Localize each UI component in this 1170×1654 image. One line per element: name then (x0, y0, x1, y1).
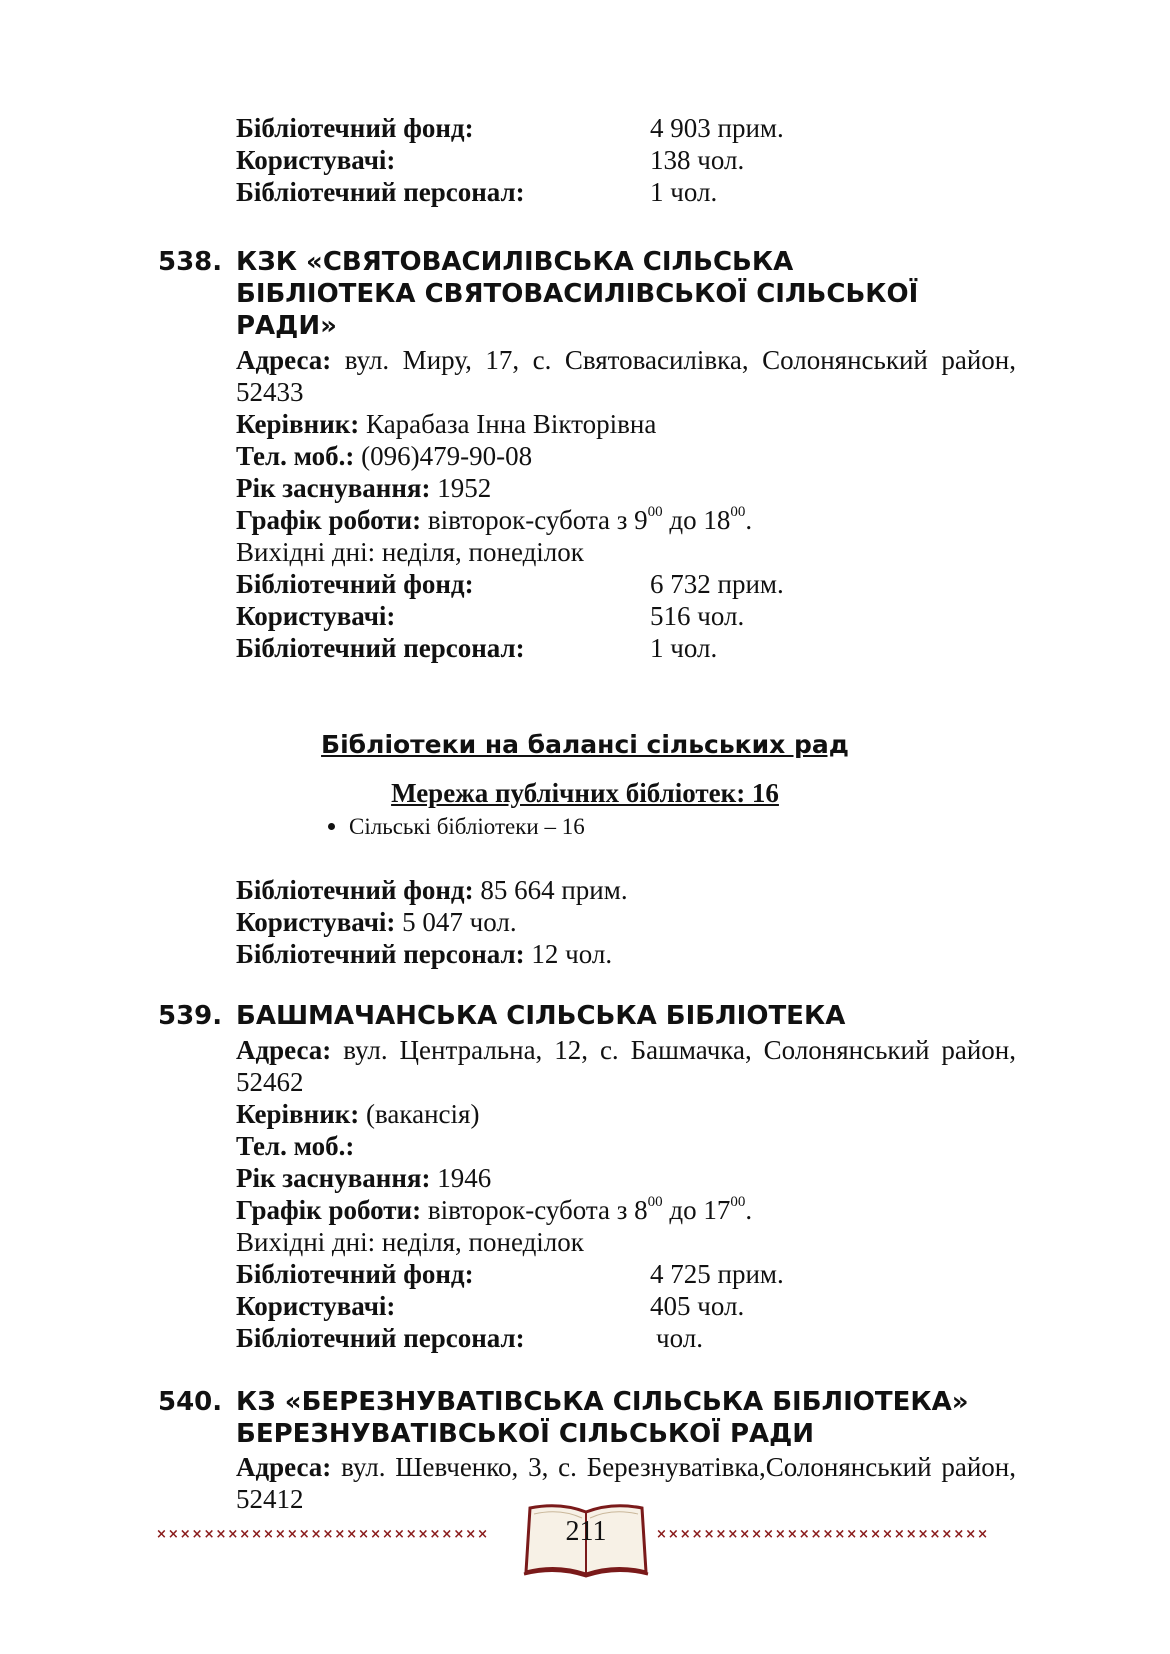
entry-title (236, 1000, 1016, 1032)
entry-number: 539. (158, 1001, 223, 1031)
footer-ornament-right: ×××××××××××××××××××××××××××× (656, 1527, 989, 1541)
phone-label: Тел. моб.: (236, 1131, 355, 1161)
founded-value: 1952 (430, 473, 492, 503)
stat-value: 85 664 прим. (473, 875, 628, 905)
stat-row (236, 600, 1016, 632)
bullet-icon (328, 823, 335, 830)
schedule-label: Графік роботи: (236, 505, 422, 535)
schedule-text: до 17 (662, 1195, 731, 1225)
stat-label: Бібліотечний фонд: (236, 569, 474, 599)
stat-label: Користувачі: (236, 1291, 396, 1321)
schedule-text: до 18 (662, 505, 731, 535)
address-value: вул. Центральна, 12, с. Башмачка, Солонянський район, 52462 (236, 1035, 1016, 1097)
network-title: Мережа публічних бібліотек: 16 (391, 778, 779, 808)
stat-value: 1 чол. (650, 633, 718, 663)
section-summary (236, 874, 1016, 970)
schedule-line (236, 504, 1016, 536)
schedule-text: вівторок-субота з 9 (421, 505, 648, 535)
phone-label: Тел. моб.: (236, 441, 355, 471)
phone-line (236, 440, 1016, 472)
schedule-minutes: 00 (647, 504, 663, 520)
entry-title-line: БІБЛІОТЕКА СВЯТОВАСИЛІВСЬКОЇ СІЛЬСЬКОЇ (236, 279, 919, 309)
stat-label: Бібліотечний персонал: (236, 1323, 525, 1353)
schedule-minutes: 00 (730, 504, 746, 520)
entry-title-line: КЗ «БЕРЕЗНУВАТІВСЬКА СІЛЬСЬКА БІБЛІОТЕКА» (236, 1387, 969, 1417)
entry-number: 538. (158, 247, 223, 277)
schedule-minutes: 00 (730, 1194, 746, 1210)
entry-number: 540. (158, 1387, 223, 1417)
address-line (236, 344, 1016, 408)
address-value: вул. Шевченко, 3, с. Березнуватівка,Солонянський район, 52412 (236, 1452, 1016, 1514)
summary-users-line (236, 906, 1016, 938)
section-title: Бібліотеки на балансі сільських рад (321, 730, 849, 759)
schedule-line (236, 1194, 1016, 1226)
founded-label: Рік заснування: (236, 1163, 431, 1193)
network-bullet-item (328, 812, 585, 842)
page-number: 211 (565, 1516, 607, 1547)
founded-value: 1946 (430, 1163, 492, 1193)
stat-value: 405 чол. (650, 1291, 745, 1321)
stat-value: 138 чол. (650, 145, 745, 175)
stat-label: Бібліотечний персонал: (236, 177, 525, 207)
stat-row (236, 568, 1016, 600)
stat-label: Користувачі: (236, 907, 396, 937)
previous-entry-stats (236, 112, 1016, 208)
schedule-minutes: 00 (647, 1194, 663, 1210)
summary-fund-line (236, 874, 1016, 906)
stat-row (236, 144, 1016, 176)
phone-value: (096)479-90-08 (354, 441, 533, 471)
founded-line (236, 1162, 1016, 1194)
stat-label: Бібліотечний фонд: (236, 113, 474, 143)
entry-title (236, 1386, 1016, 1450)
footer-ornament-left: ×××××××××××××××××××××××××××× (156, 1527, 489, 1541)
head-value: Карабаза Інна Вікторівна (359, 409, 657, 439)
entry-title-line: РАДИ» (236, 311, 337, 341)
address-label: Адреса: (236, 345, 332, 375)
entry-title-line: БАШМАЧАНСЬКА СІЛЬСЬКА БІБЛІОТЕКА (236, 1001, 846, 1031)
days-off-line: Вихідні дні: неділя, понеділок (236, 1227, 584, 1257)
head-label: Керівник: (236, 409, 360, 439)
days-off-line: Вихідні дні: неділя, понеділок (236, 537, 584, 567)
stat-value: 4 903 прим. (650, 113, 784, 143)
stat-row (236, 1322, 1016, 1354)
entry-539-details (236, 1034, 1016, 1354)
head-line (236, 408, 1016, 440)
head-label: Керівник: (236, 1099, 360, 1129)
schedule-text: вівторок-субота з 8 (421, 1195, 648, 1225)
founded-label: Рік заснування: (236, 473, 431, 503)
stat-row (236, 632, 1016, 664)
stat-value: 6 732 прим. (650, 569, 784, 599)
stat-row (236, 176, 1016, 208)
stat-label: Користувачі: (236, 145, 396, 175)
stat-value: 516 чол. (650, 601, 745, 631)
summary-staff-line (236, 938, 1016, 970)
address-label: Адреса: (236, 1452, 332, 1482)
head-line (236, 1098, 1016, 1130)
stat-row (236, 1290, 1016, 1322)
stat-value: 1 чол. (650, 177, 718, 207)
stat-row (236, 112, 1016, 144)
address-value: вул. Миру, 17, с. Святовасилівка, Солонянський район, 52433 (236, 345, 1016, 407)
schedule-text: . (745, 1195, 753, 1225)
stat-value: 5 047 чол. (395, 907, 517, 937)
head-value: (вакансія) (359, 1099, 480, 1129)
stat-label: Бібліотечний фонд: (236, 875, 474, 905)
stat-value: 12 чол. (524, 939, 613, 969)
founded-line (236, 472, 1016, 504)
stat-label: Бібліотечний персонал: (236, 939, 525, 969)
entry-title-line: БЕРЕЗНУВАТІВСЬКОЇ СІЛЬСЬКОЇ РАДИ (236, 1419, 815, 1449)
phone-line (236, 1130, 1016, 1162)
stat-label: Бібліотечний персонал: (236, 633, 525, 663)
stat-row (236, 1258, 1016, 1290)
bullet-text: Сільські бібліотеки – 16 (349, 814, 585, 839)
address-label: Адреса: (236, 1035, 332, 1065)
stat-value: 4 725 прим. (650, 1259, 784, 1289)
entry-538-details (236, 344, 1016, 664)
schedule-text: . (745, 505, 753, 535)
entry-title (236, 246, 1016, 342)
address-line (236, 1034, 1016, 1098)
entry-title-line: КЗК «СВЯТОВАСИЛІВСЬКА СІЛЬСЬКА (236, 247, 794, 277)
stat-label: Бібліотечний фонд: (236, 1259, 474, 1289)
schedule-label: Графік роботи: (236, 1195, 422, 1225)
stat-value: чол. (656, 1323, 703, 1353)
stat-label: Користувачі: (236, 601, 396, 631)
